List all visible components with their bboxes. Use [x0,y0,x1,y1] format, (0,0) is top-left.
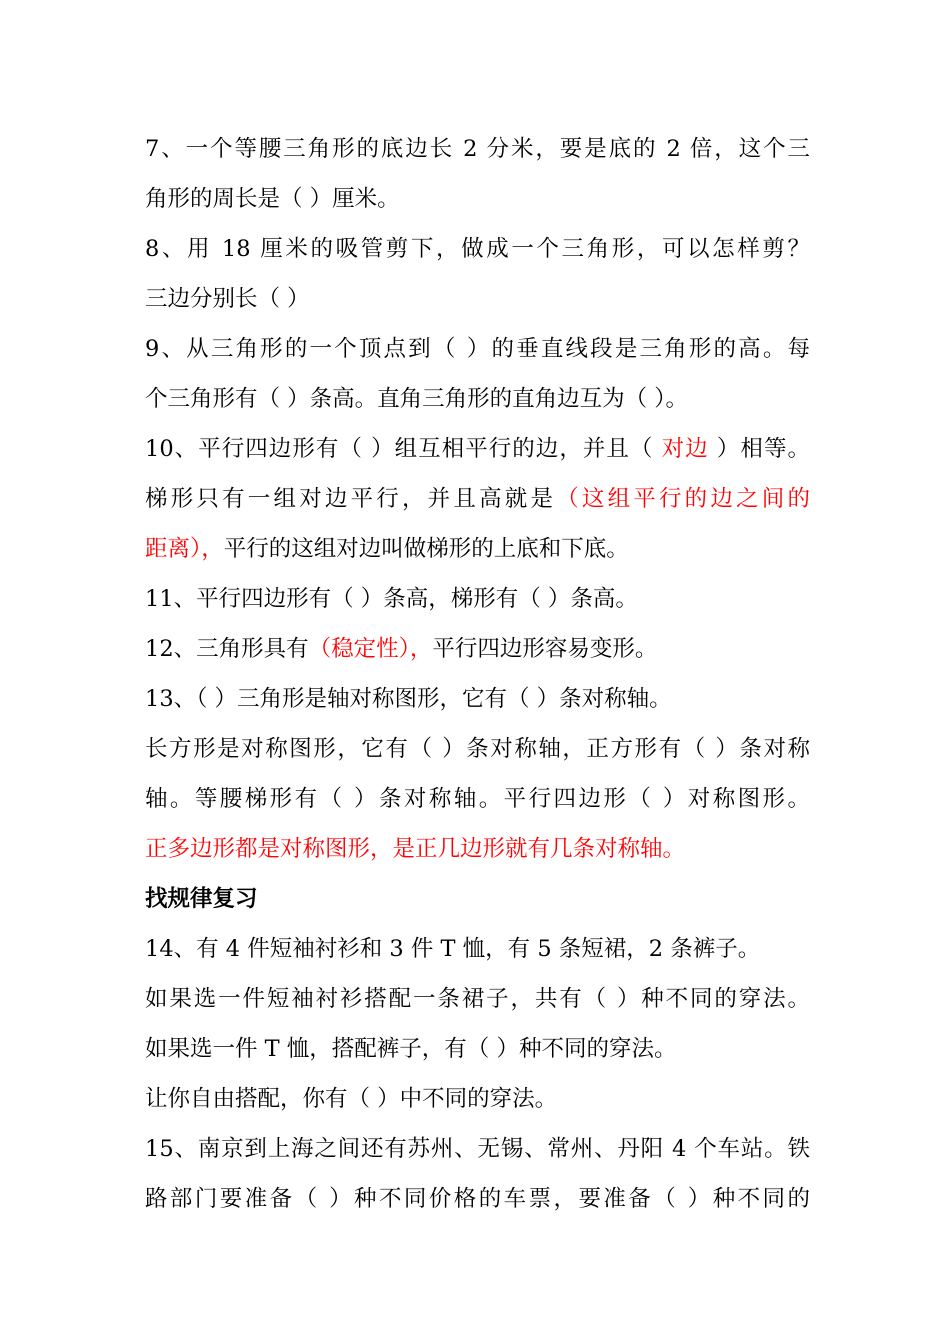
text-line [145,174,810,224]
line-text: 路部门要准备（ ）种不同价格的车票，要准备（ ）种不同的 [145,1186,810,1212]
line-text: 15、南京到上海之间还有苏州、无锡、常州、丹阳 4 个车站。铁 [145,1136,810,1162]
document-page [145,124,810,1224]
text-line [145,1124,810,1174]
line-text: 11、平行四边形有（ ）条高，梯形有（ ）条高。 [145,586,638,612]
text-line [145,324,810,374]
text-line [145,1024,810,1074]
line-text: 如果选一件 T 恤，搭配裤子，有（ ）种不同的穿法。 [145,1036,677,1062]
line-text: 三边分别长（ ） [145,286,310,312]
line-text: 轴。等腰梯形有（ ）条对称轴。平行四边形（ ）对称图形。 [145,786,810,812]
line-text: 9、从三角形的一个顶点到（ ）的垂直线段是三角形的高。每 [145,336,810,362]
text-line [145,274,810,324]
text-line [145,574,810,624]
line-text: 梯形只有一组对边平行，并且高就是 [145,486,557,512]
answer-text: 对边 [661,436,709,462]
text-line [145,224,810,274]
text-line [145,1174,810,1224]
line-text: 10、平行四边形有（ ）组互相平行的边，并且（ [145,436,662,462]
text-line [145,474,810,524]
answer-text: （这组平行的边之间的 [556,486,810,512]
text-line [145,724,810,774]
line-text: 12、三角形具有 [145,636,309,662]
text-line [145,124,810,174]
text-line [145,374,810,424]
text-line [145,1074,810,1124]
text-line [145,674,810,724]
line-text: 7、一个等腰三角形的底边长 2 分米，要是底的 2 倍，这个三 [145,136,810,162]
line-text: 14、有 4 件短袖衬衫和 3 件 T 恤，有 5 条短裙，2 条裤子。 [145,936,761,962]
line-text: 8、用 18 厘米的吸管剪下，做成一个三角形，可以怎样剪？ [145,236,810,262]
line-text: 长方形是对称图形，它有（ ）条对称轴，正方形有（ ）条对称 [145,736,810,762]
line-text: 如果选一件短袖衬衫搭配一条裙子，共有（ ）种不同的穿法。 [145,986,810,1012]
line-text: ）相等。 [708,436,810,462]
text-line [145,774,810,824]
answer-text: （稳定性）， [308,636,433,662]
line-text: 个三角形有（ ）条高。直角三角形的直角边互为（ ）。 [145,386,689,412]
text-line [145,924,810,974]
text-line [145,824,810,874]
line-text: 角形的周长是（ ）厘米。 [145,186,400,212]
text-line [145,524,810,574]
line-text: 让你自由搭配，你有（ ）中不同的穿法。 [145,1086,558,1112]
line-text: 13、（ ）三角形是轴对称图形，它有（ ）条对称轴。 [145,686,672,712]
answer-text: 距离）， [145,536,224,562]
text-line [145,624,810,674]
text-line [145,974,810,1024]
line-text: 平行的这组对边叫做梯形的上底和下底。 [223,536,629,562]
line-text: 平行四边形容易变形。 [432,636,658,662]
section-heading [145,874,810,924]
line-text: 找规律复习 [145,886,258,912]
text-line [145,424,810,474]
answer-text: 正多边形都是对称图形，是正几边形就有几条对称轴。 [145,836,686,862]
